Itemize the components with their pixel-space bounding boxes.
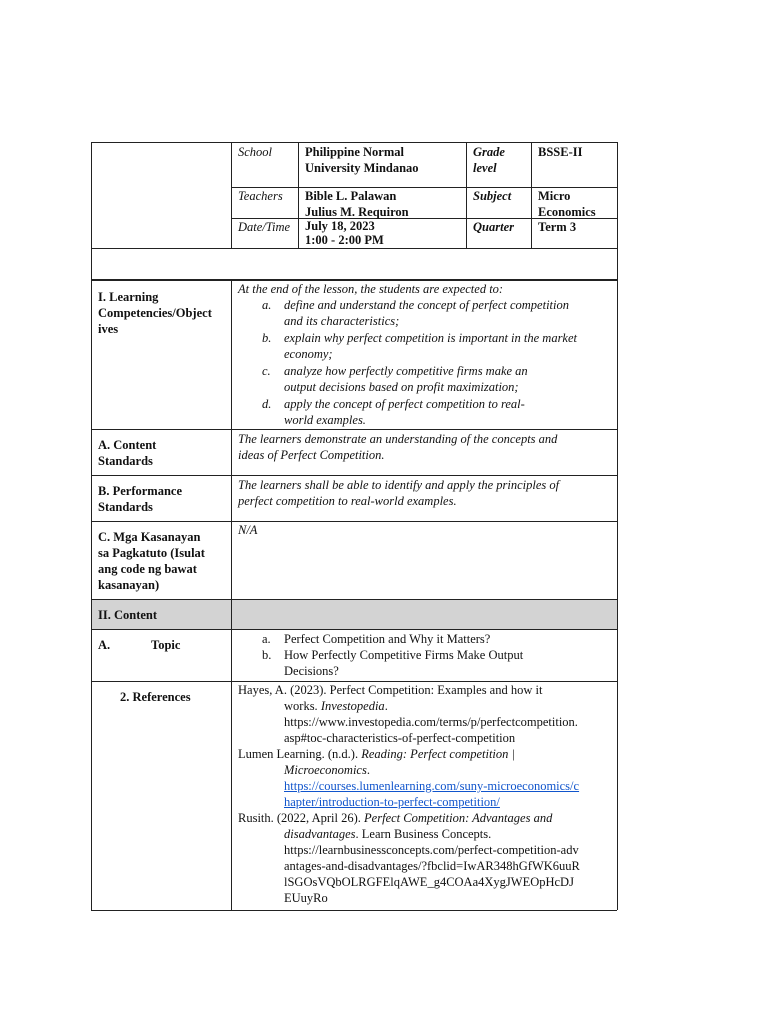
objective-line: explain why perfect competition is important in the market [284,331,577,345]
performance-standards-label-line: B. Performance [98,484,182,498]
objectives-label-line: I. Learning [98,290,159,304]
kasanayan-label-line: sa Pagkatuto (Isulat [98,546,205,560]
grade-label [473,144,505,176]
kasanayan-label-line: kasanayan) [98,578,160,592]
performance-standards-line: The learners shall be able to identify and apply the principles of [238,478,560,492]
objectives-content [238,281,614,427]
topic-label-prefix: A. [98,638,111,652]
objective-line: world examples. [284,413,366,427]
objective-text [284,396,614,428]
grade-label-line: Grade [473,145,505,159]
table-rule [298,142,299,248]
reference-title: disadvantages [284,827,356,841]
subject-label: Subject [473,189,512,203]
objective-letter: c. [262,364,271,378]
topic-line: How Perfectly Competitive Firms Make Output [284,648,524,662]
table-rule [91,521,617,522]
topic-content [238,631,614,679]
reference-text: . Learn Business Concepts. [355,827,492,841]
topic-label [98,637,181,653]
table-rule [91,429,617,430]
table-rule [531,142,532,248]
reference-line [238,810,614,826]
grade-value: BSSE-II [538,145,583,159]
date-value [305,219,384,247]
objectives-label-line: Competencies/Object [98,306,212,320]
topic-line: Decisions? [284,664,339,678]
reference-line: Hayes, A. (2023). Perfect Competition: Examples and how it [238,683,543,697]
kasanayan-label-line: ang code ng bawat [98,562,197,576]
references-label: 2. References [120,690,191,704]
subject-value [538,188,596,220]
performance-standards-text [238,477,559,509]
performance-standards-label-line: Standards [98,500,153,514]
performance-standards-label [98,483,182,515]
reference-line [238,826,614,842]
reference-text: Rusith. (2022, April 26). [238,811,365,825]
subject-value-line: Economics [538,205,596,219]
school-label: School [238,145,273,159]
reference-title: Reading: Perfect competition | [361,747,515,761]
reference-line [238,762,614,778]
objective-line: define and understand the concept of perfect competition [284,298,569,312]
reference-link[interactable]: https://courses.lumenlearning.com/suny-microeconomics/c [284,779,580,793]
reference-source: Investopedia [320,699,385,713]
teachers-label: Teachers [238,189,283,203]
objective-text [284,297,614,329]
objective-line: and its characteristics; [284,314,400,328]
table-rule [91,475,617,476]
subject-value-line: Micro [538,189,571,203]
objectives-label [98,289,212,337]
objective-text [284,330,614,362]
objective-line: economy; [284,347,333,361]
school-value [305,144,419,176]
reference-text: works. [284,699,321,713]
reference-punct: . [384,699,388,713]
table-rule [231,279,232,910]
reference-title: Microeconomics [284,763,367,777]
content-section-shading [91,599,617,629]
reference-link-line [238,794,614,810]
table-rule [91,910,617,911]
reference-url: lSGOsVQbOLRGFElqAWE_g4COAa4XygJWEOpHcDJ [284,875,574,889]
content-standards-line: The learners demonstrate an understanding of the concepts and [238,432,558,446]
table-rule [231,142,232,248]
date-label: Date/Time [238,220,291,234]
topic-text [284,647,584,679]
school-value-line: Philippine Normal [305,145,404,159]
table-rule [91,142,92,910]
quarter-value: Term 3 [538,220,577,234]
objective-letter: d. [262,397,272,411]
table-rule [91,142,617,143]
topic-label-text: Topic [151,638,181,652]
kasanayan-value: N/A [238,523,258,537]
objective-letter: b. [262,331,272,345]
table-rule [466,142,467,248]
content-standards-line: ideas of Perfect Competition. [238,448,385,462]
table-rule [91,599,617,600]
reference-line [238,698,614,714]
objective-letter: a. [262,298,272,312]
content-standards-label-line: A. Content [98,438,157,452]
reference-url: EUuyRo [284,891,328,905]
topic-text: Perfect Competition and Why it Matters? [284,632,491,646]
objective-line: analyze how perfectly competitive firms make an [284,364,528,378]
reference-hayes [238,682,614,746]
table-rule [617,142,618,910]
date-line: July 18, 2023 [305,219,375,233]
reference-punct: . [366,763,370,777]
reference-lumen [238,746,614,810]
kasanayan-label-line: C. Mga Kasanayan [98,530,201,544]
kasanayan-label [98,529,205,593]
reference-text: Lumen Learning. (n.d.). [238,747,362,761]
topic-letter: a. [262,632,271,646]
table-rule [91,629,617,630]
reference-line [238,746,614,762]
reference-title: Perfect Competition: Advantages and [364,811,553,825]
content-section-label: II. Content [98,608,158,622]
objectives-intro: At the end of the lesson, the students are expected to: [238,282,504,296]
reference-link[interactable]: hapter/introduction-to-perfect-competition/ [284,795,500,809]
reference-url: https://learnbusinessconcepts.com/perfect-competition-adv [284,843,579,857]
content-standards-label [98,437,156,469]
reference-link-line [238,778,614,794]
topic-letter: b. [262,648,272,662]
teachers-value [305,188,409,220]
reference-url: asp#toc-characteristics-of-perfect-competition [284,731,516,745]
teacher-name: Bible L. Palawan [305,189,397,203]
quarter-label: Quarter [473,220,514,234]
grade-label-line: level [473,161,497,175]
table-rule [91,248,617,249]
school-value-line: University Mindanao [305,161,419,175]
objectives-label-line: ives [98,322,119,336]
performance-standards-line: perfect competition to real-world examples. [238,494,457,508]
reference-rusith [238,810,614,906]
objective-text [284,363,614,395]
objective-line: output decisions based on profit maximization; [284,380,519,394]
reference-url: https://www.investopedia.com/terms/p/perfectcompetition. [284,715,578,729]
objective-line: apply the concept of perfect competition to real- [284,397,525,411]
reference-url: antages-and-disadvantages/?fbclid=IwAR348hGfWK6uuR [284,859,580,873]
content-standards-label-line: Standards [98,454,153,468]
content-standards-text [238,431,557,463]
teacher-name: Julius M. Requiron [305,205,409,219]
time-line: 1:00 - 2:00 PM [305,233,384,247]
